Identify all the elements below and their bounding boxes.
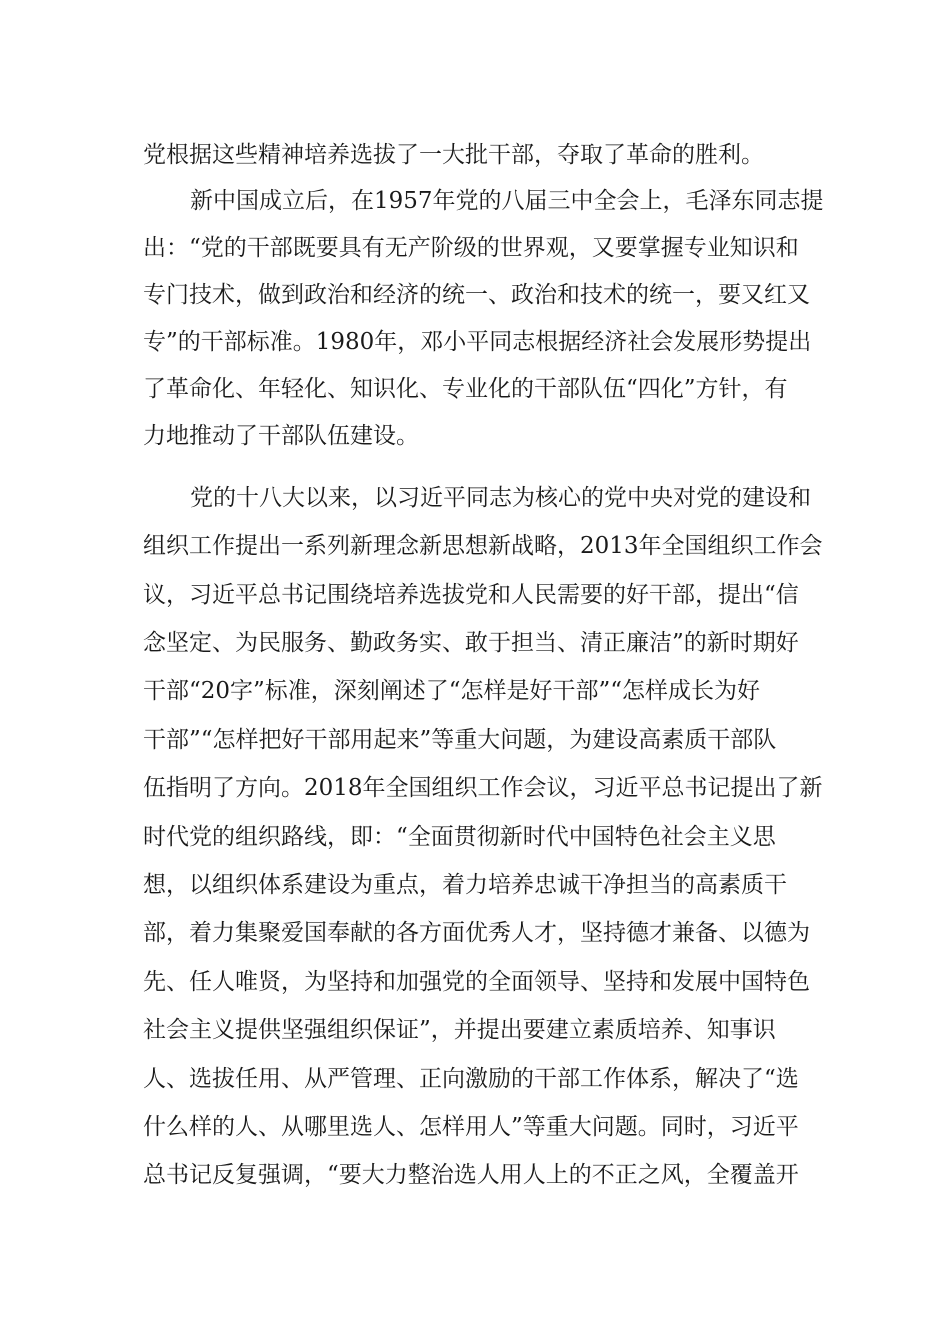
paragraph-3-line-1: 党的十八大以来，以习近平同志为核心的党中央对党的建设和 (190, 485, 811, 511)
paragraph-3-line-8: 时代党的组织路线，即：“全面贯彻新时代中国特色社会主义思 (143, 824, 776, 850)
paragraph-3-line-3: 议，习近平总书记围绕培养选拔党和人民需要的好干部，提出“信 (143, 582, 799, 608)
paragraph-2-line-1: 新中国成立后，在1957年党的八届三中全会上，毛泽东同志提 (190, 188, 824, 214)
paragraph-2-line-4: 专”的干部标准。1980年，邓小平同志根据经济社会发展形势提出 (143, 329, 812, 355)
paragraph-3-line-13: 人、选拔任用、从严管理、正向激励的干部工作体系，解决了“选 (143, 1066, 799, 1092)
paragraph-3-line-4: 念坚定、为民服务、勤政务实、敢于担当、清正廉洁”的新时期好 (143, 630, 799, 656)
paragraph-3-line-14: 什么样的人、从哪里选人、怎样用人”等重大问题。同时，习近平 (143, 1114, 799, 1140)
paragraph-2-line-3: 专门技术，做到政治和经济的统一、政治和技术的统一，要又红又 (143, 282, 810, 308)
paragraph-2-line-5: 了革命化、年轻化、知识化、专业化的干部队伍“四化”方针，有 (143, 376, 788, 402)
paragraph-2-line-2: 出：“党的干部既要具有无产阶级的世界观，又要掌握专业知识和 (143, 235, 799, 261)
text-line-1: 党根据这些精神培养选拔了一大批干部，夺取了革命的胜利。 (143, 142, 764, 168)
paragraph-3-line-10: 部，着力集聚爱国奉献的各方面优秀人才，坚持德才兼备、以德为 (143, 920, 810, 946)
paragraph-3-line-15: 总书记反复强调，“要大力整治选人用人上的不正之风，全覆盖开 (143, 1162, 799, 1188)
paragraph-3-line-11: 先、任人唯贤，为坚持和加强党的全面领导、坚持和发展中国特色 (143, 969, 810, 995)
paragraph-3-line-7: 伍指明了方向。2018年全国组织工作会议，习近平总书记提出了新 (143, 775, 823, 801)
paragraph-3-line-6: 干部”“怎样把好干部用起来”等重大问题，为建设高素质干部队 (143, 727, 777, 753)
paragraph-3-line-2: 组织工作提出一系列新理念新思想新战略，2013年全国组织工作会 (143, 533, 823, 559)
paragraph-3-line-9: 想，以组织体系建设为重点，着力培养忠诚干净担当的高素质干 (143, 872, 787, 898)
paragraph-2-line-6: 力地推动了干部队伍建设。 (143, 423, 419, 449)
paragraph-3-line-12: 社会主义提供坚强组织保证”，并提出要建立素质培养、知事识 (143, 1017, 776, 1043)
paragraph-3-line-5: 干部“20字”标准，深刻阐述了“怎样是好干部”“怎样成长为好 (143, 678, 761, 704)
